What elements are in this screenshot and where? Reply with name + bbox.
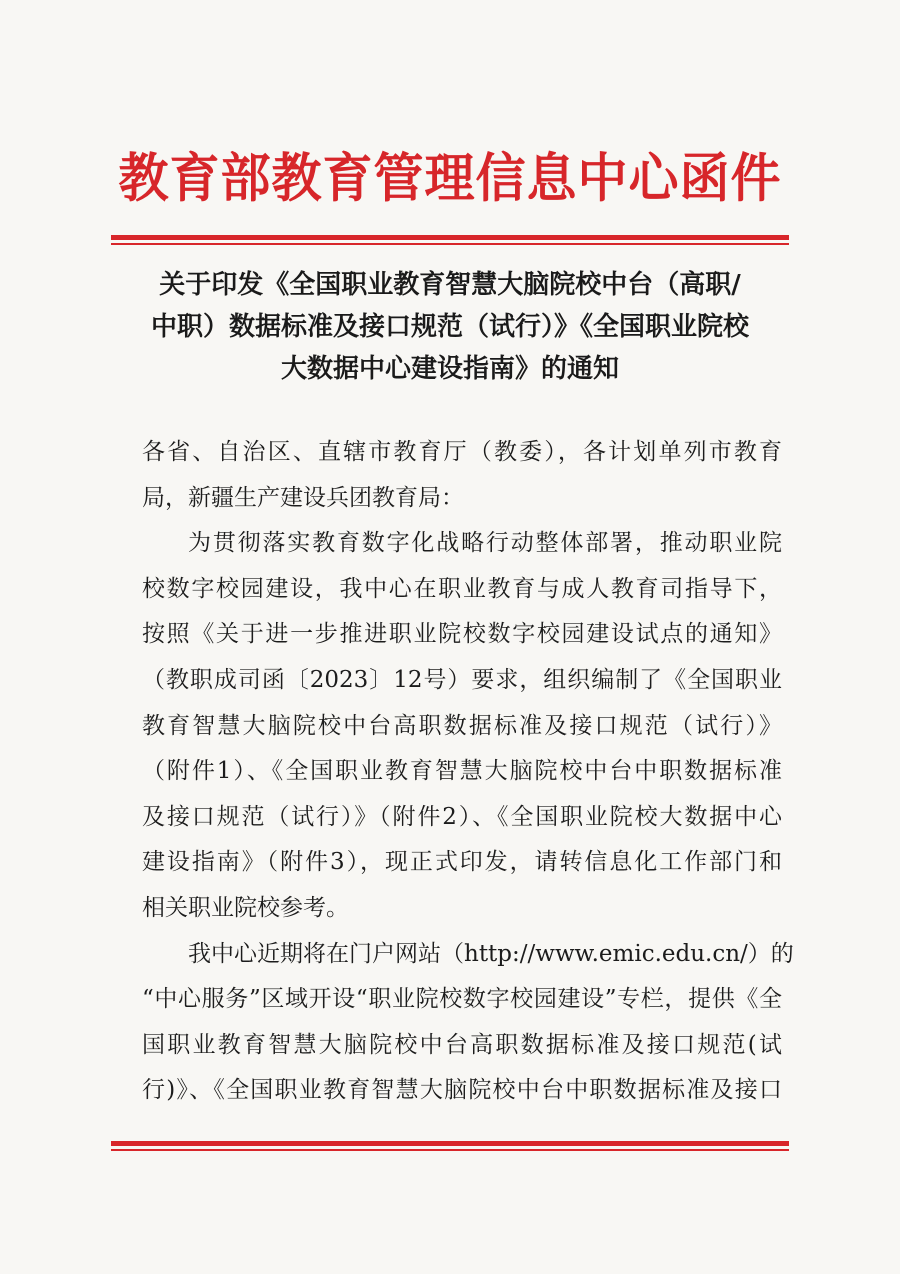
paragraph-line: （附件1）、《全国职业教育智慧大脑院校中台中职数据标准 (142, 758, 782, 785)
document-title (120, 264, 780, 390)
paragraph-line: 国职业教育智慧大脑院校中台高职数据标准及接口规范(试 (142, 1031, 782, 1058)
footer-rule-thick (111, 1141, 789, 1146)
paragraph-line: “中心服务”区域开设“职业院校数字校园建设”专栏，提供《全 (142, 986, 782, 1013)
title-line: 中职）数据标准及接口规范（试行）》《全国职业院校 (150, 312, 749, 342)
title-line: 大数据中心建设指南》的通知 (280, 354, 619, 384)
addressee-line: 各省、自治区、直辖市教育厅（教委），各计划单列市教育 (142, 439, 782, 465)
footer-rule-thin (111, 1149, 789, 1151)
masthead-rule-thin (111, 243, 789, 245)
masthead-rule-thick (111, 235, 789, 240)
title-line: 关于印发《全国职业教育智慧大脑院校中台（高职/ (159, 270, 741, 300)
paragraph-line: 按照《关于进一步推进职业院校数字校园建设试点的通知》 (142, 621, 782, 648)
addressee-line: 局，新疆生产建设兵团教育局： (142, 484, 464, 511)
paragraph-line: 我中心近期将在门户网站（http://www.emic.edu.cn/）的 (188, 940, 794, 967)
paragraph-line: 教育智慧大脑院校中台高职数据标准及接口规范（试行）》 (142, 712, 782, 739)
paragraph-line: 行)》、《全国职业教育智慧大脑院校中台中职数据标准及接口 (142, 1077, 782, 1104)
document-body (142, 430, 794, 1114)
paragraph-line: 及接口规范（试行）》（附件2）、《全国职业院校大数据中心 (142, 803, 782, 830)
paragraph-line: 为贯彻落实教育数字化战略行动整体部署，推动职业院 (188, 530, 782, 557)
paragraph-line: （教职成司函〔2023〕12号）要求，组织编制了《全国职业 (142, 666, 782, 693)
paragraph-line: 建设指南》（附件3），现正式印发，请转信息化工作部门和 (142, 849, 782, 876)
masthead-title: 教育部教育管理信息中心函件 (118, 146, 782, 209)
paragraph-line: 校数字校园建设，我中心在职业教育与成人教育司指导下， (142, 575, 782, 602)
paragraph-line: 相关职业院校参考。 (142, 894, 349, 921)
